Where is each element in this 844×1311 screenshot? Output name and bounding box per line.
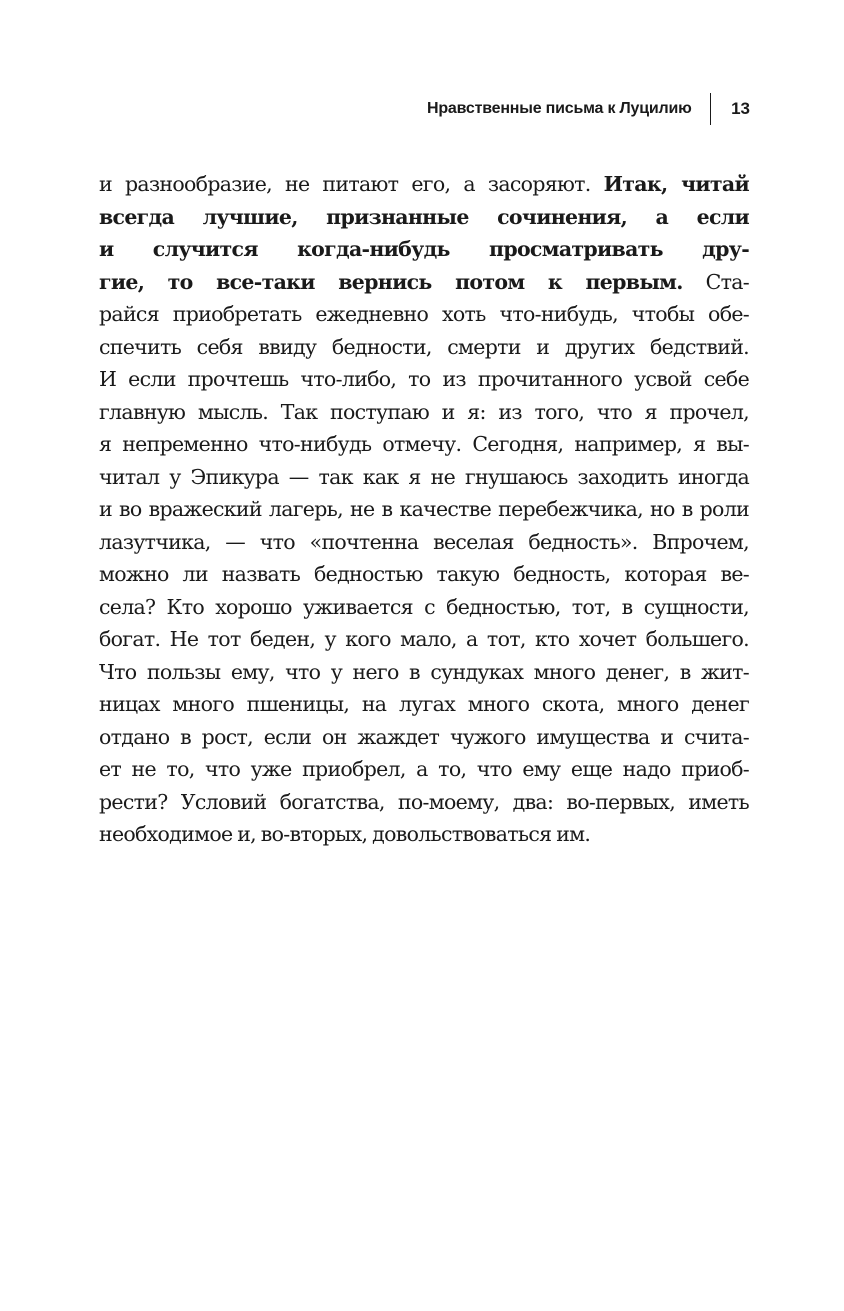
text-line-7: И если прочтешь что-либо, то из прочитанного усвой себе [99, 367, 749, 391]
text-segment: Ста- [705, 269, 749, 294]
text-line-5: райся приобретать ежедневно хоть что-нибудь, чтобы обе- [99, 302, 749, 326]
text-line-3: и случится когда-нибудь просматривать дру- [99, 237, 749, 261]
running-header [427, 92, 750, 126]
text-line-1 [99, 168, 749, 201]
text-line-20: рести? Условий богатства, по-моему, два: во-первых, иметь [99, 789, 749, 814]
text-segment: и разнообразие, не питают его, а засоряют. [99, 172, 591, 196]
page-number: 13 [731, 99, 750, 118]
text-line-10: читал у Эпикура — так как я не гнушаюсь заходить иногда [99, 464, 749, 489]
text-line-14: села? Кто хорошо уживается с бедностью, тот, в сущности, [99, 594, 749, 619]
text-line-13: можно ли назвать бедностью такую бедность, которая ве- [99, 562, 749, 586]
text-line-18: отдано в рост, если он жаждет чужого имущества и счита- [99, 724, 749, 749]
text-line-2: всегда лучшие, признанные сочинения, а если [99, 204, 749, 229]
book-title: Нравственные письма к Луцилию [427, 100, 692, 117]
text-line-17: ницах много пшеницы, на лугах много скота, много денег [99, 692, 749, 716]
text-line-19: ет не то, что уже приобрел, а то, что ему еще надо приоб- [99, 757, 749, 781]
text-line-4 [99, 266, 749, 299]
text-line-16: Что пользы ему, что у него в сундуках много денег, в жит- [99, 659, 749, 684]
body-text [99, 168, 749, 851]
bold-text: гие, то все-таки вернись потом к первым. [99, 269, 683, 294]
header-divider [710, 93, 712, 125]
text-line-11: и во вражеский лагерь, не в качестве перебежчика, но в роли [99, 497, 749, 521]
text-line-9: я непременно что-нибудь отмечу. Сегодня, например, я вы- [99, 432, 749, 456]
bold-text: Итак, читай [603, 172, 749, 196]
text-line-8: главную мысль. Так поступаю и я: из того, что я прочел, [99, 399, 749, 424]
text-line-15: богат. Не тот беден, у кого мало, а тот, кто хочет большего. [99, 627, 749, 651]
text-line-21: необходимое и, во-вторых, довольствоваться им. [99, 822, 591, 846]
text-line-6: спечить себя ввиду бедности, смерти и других бедствий. [99, 334, 749, 359]
text-line-12: лазутчика, — что «почтенна веселая бедность». Впрочем, [99, 529, 749, 554]
